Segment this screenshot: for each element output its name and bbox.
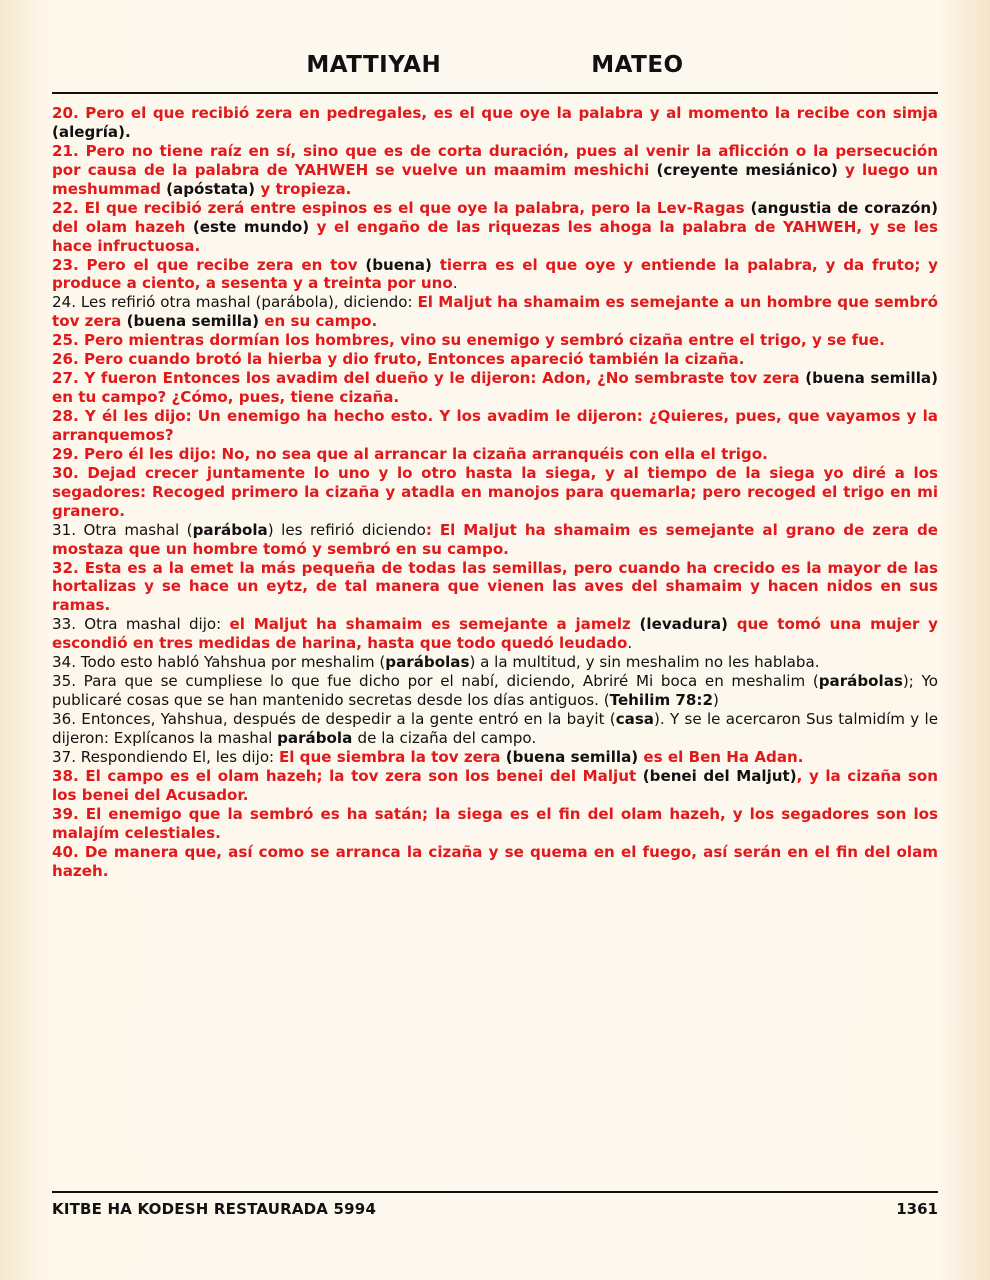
verse-segment: 34. Todo esto habló Yahshua por meshalim ( — [52, 653, 386, 672]
verse — [52, 407, 938, 445]
verse — [52, 653, 938, 672]
verse-segment: y tropieza. — [260, 179, 352, 198]
verse — [52, 256, 938, 294]
verse-segment: 33. Otra mashal dijo: — [52, 615, 230, 634]
verse — [52, 559, 938, 616]
verse-segment: 40. De manera que, así como se arranca la cizaña y se quema en el fuego, así serán en el fin del olam hazeh. — [52, 842, 938, 880]
verse-segment: (alegría). — [52, 122, 131, 141]
verse-segment: 32. Esta es a la emet la más pequeña de todas las semillas, pero cuando ha crecido es la mayor de las hortalizas y se hace un eytz, de tal manera que vienen las aves del shamaim y hacen nidos en sus ramas. — [52, 558, 938, 615]
verse-segment: (creyente mesiánico) — [656, 160, 845, 179]
page-number: 1361 — [896, 1200, 938, 1218]
verse-segment: 26. Pero cuando brotó la hierba y dio fruto, Entonces apareció también la cizaña. — [52, 350, 745, 369]
verse-segment: . — [452, 274, 458, 293]
verse-segment: (buena semilla) — [505, 747, 644, 766]
verse-segment: ). Y se le acercaron Sus talmidím y le dijeron: Explícanos la mashal — [52, 710, 939, 747]
verse-segment: ) a la multitud, y sin meshalim no les hablaba. — [469, 653, 820, 672]
verse-segment: : El Maljut ha shamaim es semejante al grano de zera de mostaza que un hombre tomó y sembró en su campo. — [52, 520, 938, 558]
header-divider — [52, 92, 938, 94]
verse-segment: , y la cizaña son los benei del Acusador. — [52, 766, 939, 804]
verse — [52, 199, 938, 256]
verse-segment: (buena) — [365, 255, 440, 274]
verse-segment: 36. Entonces, Yahshua, después de despedir a la gente entró en la bayit ( — [52, 710, 616, 728]
verse — [52, 104, 938, 142]
verse-segment: en tu campo? ¿Cómo, pues, tiene cizaña. — [52, 388, 400, 407]
verse-segment: Tehilim 78:2 — [609, 691, 713, 710]
verse-segment: 38. El campo es el olam hazeh; la tov zera son los benei del Maljut — [52, 766, 643, 785]
verse-segment: 31. Otra mashal ( — [52, 520, 193, 539]
verse-segment: el Maljut ha shamaim es semejante a jamelz — [229, 615, 640, 634]
verse-segment: (este mundo) — [192, 217, 317, 236]
verse-segment: 27. Y fueron Entonces los avadim del dueño y le dijeron: Adon, ¿No sembraste tov zera — [52, 369, 806, 388]
verse — [52, 445, 938, 464]
verse-segment: que tomó una mujer y escondió en tres medidas de harina, hasta que todo quedó leudado — [52, 615, 939, 653]
verse-segment: es el Ben Ha Adan. — [643, 747, 804, 766]
verse — [52, 615, 938, 653]
verse-segment: 29. Pero él les dijo: No, no sea que al arrancar la cizaña arranquéis con ella el trigo. — [52, 444, 768, 463]
verse-segment: ); Yo publicaré cosas que se han mantenido secretas desde los días antiguos. ( — [52, 672, 938, 710]
verse-segment: del olam hazeh — [52, 217, 193, 236]
verse — [52, 672, 938, 710]
verse-segment: (buena semilla) — [126, 312, 265, 331]
verse — [52, 293, 938, 331]
verse — [52, 748, 938, 767]
verse-segment: ) — [712, 691, 719, 710]
verse-segment: 25. Pero mientras dormían los hombres, vino su enemigo y sembró cizaña entre el trigo, y se fue. — [52, 331, 885, 350]
verse-segment: parábolas — [385, 653, 470, 672]
footer-divider — [52, 1191, 938, 1193]
verse — [52, 767, 938, 805]
verse — [52, 464, 938, 521]
verse-segment: 20. Pero el que recibió zera en pedregales, es el que oye la palabra y al momento la recibe con simja — [52, 104, 938, 122]
verse — [52, 331, 938, 350]
book-title-spanish: MATEO — [591, 52, 684, 78]
page-header — [52, 0, 938, 78]
verse-segment: tierra es el que oye y entiende la palabra, y da fruto; y produce a ciento, a sesenta y a treinta por uno — [52, 255, 938, 293]
verse — [52, 350, 938, 369]
book-title-hebrew: MATTIYAH — [306, 52, 442, 78]
verse-segment: El Maljut ha shamaim es semejante a un hombre que sembró tov zera — [52, 293, 938, 331]
verse — [52, 805, 938, 843]
verse — [52, 521, 938, 559]
verse-segment: (buena semilla) — [805, 369, 938, 388]
verse — [52, 142, 938, 199]
verse-segment: y el engaño de las riquezas les ahoga la palabra de YAHWEH, y se les hace infructuosa. — [52, 217, 938, 255]
verse-segment: El que siembra la tov zera — [278, 747, 506, 766]
verse-segment: 23. Pero el que recibe zera en tov — [52, 255, 366, 274]
verse-segment: parábola — [277, 728, 358, 747]
verse-segment: . — [627, 634, 633, 653]
verse — [52, 369, 938, 407]
verse-segment: (angustia de corazón) — [750, 198, 939, 217]
verse-segment: en su campo. — [264, 312, 378, 331]
verse-segment: casa — [615, 710, 654, 728]
verse-segment: (levadura) — [639, 615, 737, 634]
verse-segment: 30. Dejad crecer juntamente lo uno y lo otro hasta la siega, y al tiempo de la siega yo diré a los segadores: Recoged primero la cizaña y atadla en manojos para quemarla; pero recoged el trigo en mi granero. — [52, 463, 938, 520]
verse-segment: parábolas — [818, 672, 903, 691]
verse-segment: ) les refirió diciendo — [267, 520, 426, 539]
verse-segment: 24. Les refirió otra mashal (parábola), diciendo: — [52, 293, 418, 312]
page-footer — [52, 1191, 938, 1218]
verse-segment: de la cizaña del campo. — [357, 728, 537, 747]
scripture-body — [52, 104, 938, 880]
verse-segment: 35. Para que se cumpliese lo que fue dicho por el nabí, diciendo, Abriré Mi boca en meshalim ( — [52, 672, 819, 691]
verse-segment: 28. Y él les dijo: Un enemigo ha hecho esto. Y los avadim le dijeron: ¿Quieres, pues, que vayamos y la arranquemos? — [52, 407, 938, 444]
verse-segment: (apóstata) — [166, 179, 261, 198]
verse-segment: y luego un meshummad — [52, 160, 938, 198]
verse — [52, 710, 938, 748]
verse-segment: parábola — [192, 520, 268, 539]
verse-segment: 37. Respondiendo El, les dijo: — [52, 747, 279, 766]
verse-segment: 22. El que recibió zerá entre espinos es el que oye la palabra, pero la Lev-Ragas — [52, 198, 751, 217]
verse-segment: 39. El enemigo que la sembró es ha satán; la siega es el fin del olam hazeh, y los segadores son los malajím celestiales. — [52, 804, 938, 842]
verse-segment: (benei del Maljut) — [642, 766, 797, 785]
verse-segment: 21. Pero no tiene raíz en sí, sino que es de corta duración, pues al venir la aflicción o la persecución por causa de la palabra de YAHWEH se vuelve un maamim meshichi — [52, 141, 938, 179]
footer-edition-label: KITBE HA KODESH RESTAURADA 5994 — [52, 1200, 377, 1218]
verse — [52, 843, 938, 881]
